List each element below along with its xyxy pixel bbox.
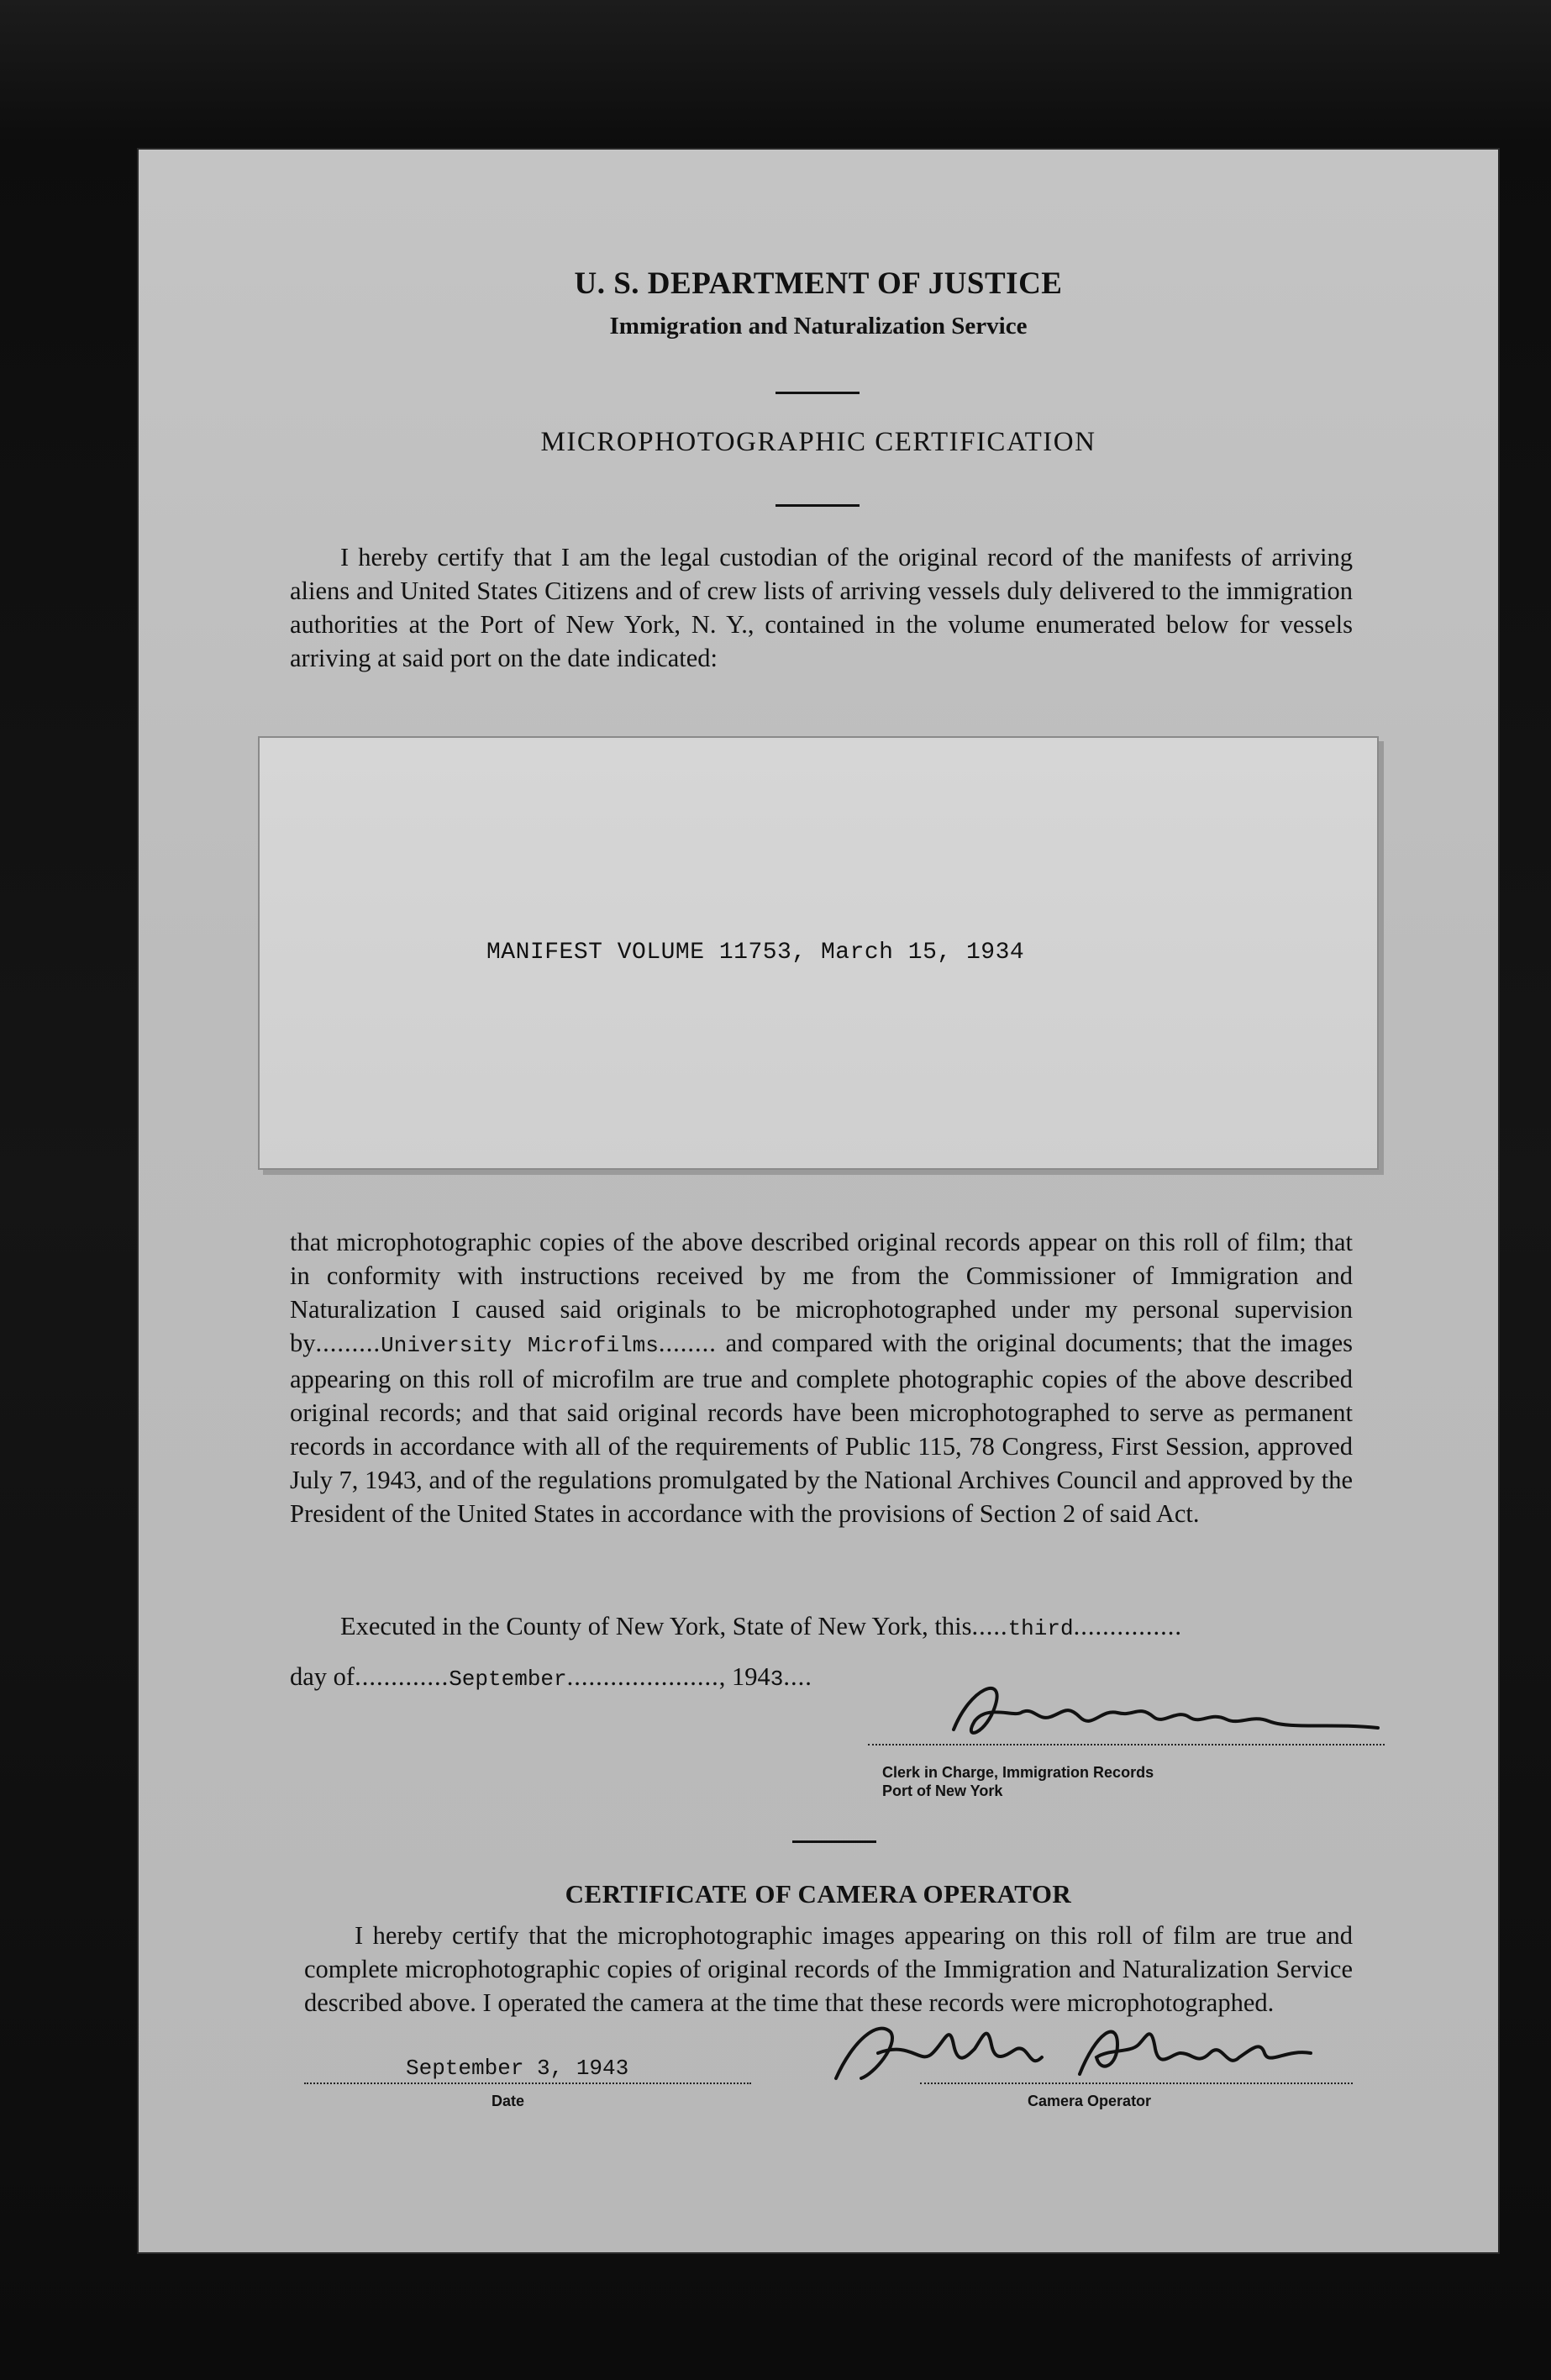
manifest-slip <box>258 736 1379 1170</box>
main-paragraph: that microphotographic copies of the above described original records appear on this roll of film; that in conformity with instructions received by me from the Commissioner of Immigration and Naturalization I caused said originals to be microphotographed under my personal supervision by.........University Microfilms........ and compared with the original documents; that the images appearing on this roll of microfilm are true and complete photographic copies of the above described original records; and that said original records have been microphotographed to serve as permanent records in accordance with all of the requirements of Public 115, 78 Congress, First Session, approved July 7, 1943, and of the regulations promulgated by the National Archives Council and approved by the President of the United States in accordance with the provisions of Section 2 of said Act. <box>290 1228 1354 1528</box>
date-caption: Date <box>492 2093 525 2109</box>
camera-operator-signature <box>828 2007 1315 2099</box>
camera-operator-caption: Camera Operator <box>1028 2093 1152 2109</box>
year-prefix: , 194 <box>718 1662 770 1691</box>
service-subtitle: Immigration and Naturalization Service <box>609 313 1028 340</box>
divider-rule <box>776 392 860 394</box>
camera-operator-paragraph: I hereby certify that the microphotographic images appearing on this roll of film are true and complete microphotographic copies of original records of the Immigration and Naturalization Service described above. I operated the camera at the time that these records were microphotographed. <box>304 1921 1353 2017</box>
clerk-caption-line1: Clerk in Charge, Immigration Records <box>882 1764 1154 1781</box>
year-digit: 3 <box>770 1667 784 1692</box>
intro-paragraph: I hereby certify that I am the legal custodian of the original record of the manifests of arriving aliens and United States Citizens and of crew lists of arriving vessels duly delivered to the immigration authorities at the Port of New York, N. Y., contained in the volume enumerated below for vessels arriving at said port on the date indicated: <box>290 543 1353 672</box>
execution-line: Executed in the County of New York, State of New York, this.....third............... <box>340 1612 1182 1641</box>
main-paragraph-part1: that microphotographic copies of the above described original records appear on this roll of film; that in conformity with instructions received by me from the Commissioner of Immigration and Naturalization I caused said originals to be microphotographed under my personal supervision by <box>290 1228 1353 1357</box>
certification-title: MICROPHOTOGRAPHIC CERTIFICATION <box>540 427 1096 457</box>
signature-line <box>868 1744 1385 1746</box>
date-dotted-line <box>304 2082 751 2084</box>
signature-line <box>920 2082 1353 2084</box>
main-paragraph-part2: and compared with the original documents; that the images appearing on this roll of microfilm are true and complete photographic copies of the above described original records; and that said original records have been microphotographed to serve as permanent records in accordance with all of the requirements of Public 115, 78 Congress, First Session, approved July 7, 1943, and of the regulations promulgated by the National Archives Council and approved by the President of the United States in accordance with the provisions of Section 2 of said Act. <box>290 1329 1354 1528</box>
day-value: third <box>1007 1616 1074 1641</box>
department-title: U. S. DEPARTMENT OF JUSTICE <box>574 266 1063 301</box>
divider-rule <box>776 504 860 507</box>
filmed-by-value: University Microfilms <box>381 1333 659 1358</box>
clerk-caption <box>882 1763 1154 1800</box>
execution-prefix: Executed in the County of New York, State of New York, this <box>340 1612 972 1640</box>
manifest-volume-text: MANIFEST VOLUME 11753, March 15, 1934 <box>486 940 1025 966</box>
clerk-caption-line2: Port of New York <box>882 1782 1003 1799</box>
month-value: September <box>449 1667 567 1692</box>
divider-rule <box>792 1840 876 1843</box>
operator-date-value: September 3, 1943 <box>406 2056 629 2081</box>
day-of-label: day of <box>290 1662 355 1691</box>
date-line: day of.............September....................., 1943.... <box>290 1662 812 1692</box>
certification-document <box>139 150 1498 2252</box>
camera-operator-title: CERTIFICATE OF CAMERA OPERATOR <box>565 1879 1072 1909</box>
clerk-signature <box>937 1671 1382 1746</box>
